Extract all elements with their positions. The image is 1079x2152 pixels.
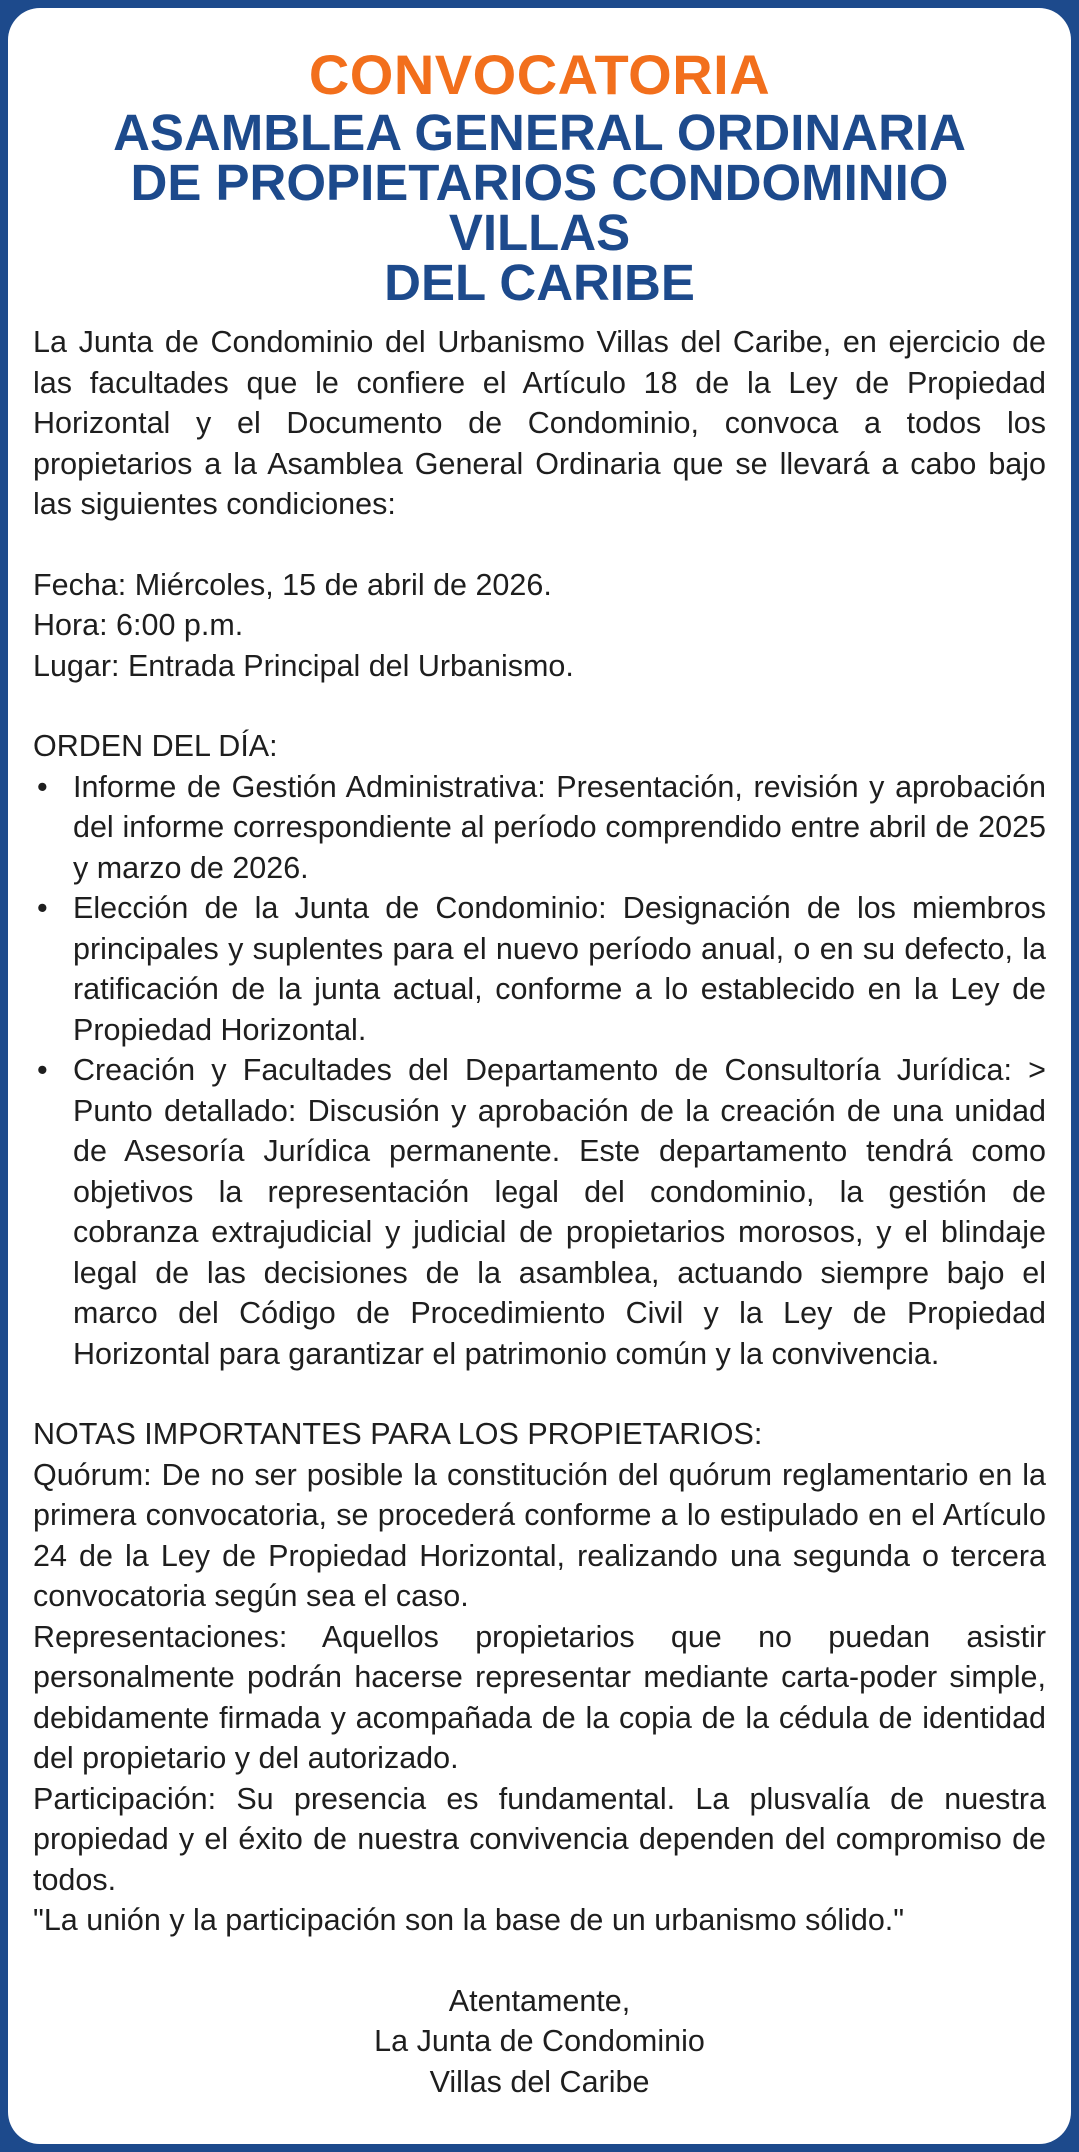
spacer — [33, 686, 1046, 726]
signature-org: La Junta de Condominio — [374, 2024, 705, 2058]
bullet-icon: • — [37, 1053, 48, 1087]
signature-name: Villas del Caribe — [429, 2064, 650, 2099]
bullet-icon: • — [37, 891, 48, 925]
meeting-details — [33, 565, 1046, 687]
title-line-1: ASAMBLEA GENERAL ORDINARIA — [113, 104, 966, 161]
spacer — [33, 525, 1046, 565]
bullet-icon: • — [37, 769, 48, 804]
notice-title — [33, 104, 1046, 311]
spacer — [33, 1374, 1046, 1414]
detail-lugar: Lugar: Entrada Principal del Urbanismo. — [33, 648, 574, 683]
detail-hora: Hora: 6:00 p.m. — [33, 608, 244, 642]
intro-paragraph: La Junta de Condominio del Urbanismo Villas del Caribe, en ejercicio de las facultades que le confiere el Artículo 18 de la Ley de Propiedad Horizontal y el Documento de Condominio, convoca a todos los propietarios a la Asamblea General Ordinaria que se llevará a cabo bajo las siguientes condiciones: — [33, 325, 1046, 521]
signature-block — [33, 1981, 1046, 2103]
detail-fecha: Fecha: Miércoles, 15 de abril de 2026. — [33, 567, 552, 602]
notice-header — [33, 43, 1046, 311]
note-quote: "La unión y la participación son la base de un urbanismo sólido." — [33, 1903, 905, 1937]
notes-heading: NOTAS IMPORTANTES PARA LOS PROPIETARIOS: — [33, 1417, 763, 1451]
agenda-item-text: Elección de la Junta de Condominio: Designación de los miembros principales y suplentes para el nuevo período anual, o en su defecto, la ratificación de la junta actual, conforme a lo establecido en la Ley de Propiedad Horizontal. — [73, 891, 1046, 1047]
agenda-item — [33, 1050, 1046, 1374]
note-representaciones: Representaciones: Aquellos propietarios que no puedan asistir personalmente podrán hacerse representar mediante carta-poder simple, debidamente firmada y acompañada de la copia de la cédula de identidad del propietario y del autorizado. — [33, 1619, 1046, 1775]
note-participacion: Participación: Su presencia es fundamental. La plusvalía de nuestra propiedad y el éxito de nuestra convivencia dependen del compromiso de todos. — [33, 1781, 1046, 1897]
agenda-list — [33, 767, 1046, 1375]
agenda-section — [33, 726, 1046, 1374]
agenda-item — [33, 767, 1046, 889]
notice-card — [8, 8, 1071, 2144]
notice-body — [33, 322, 1046, 2102]
agenda-item — [33, 888, 1046, 1050]
agenda-item-text: Creación y Facultades del Departamento de Consultoría Jurídica: > Punto detallado: Discusión y aprobación de la creación de una unidad de Asesoría Jurídica permanente. Este departamento tendrá como objetivos la representación legal del condominio, la gestión de cobranza extrajudicial y judicial de propietarios morosos, y el blindaje legal de las decisiones de la asamblea, actuando siempre bajo el marco del Código de Procedimiento Civil y la Ley de Propiedad Horizontal para garantizar el patrimonio común y la convivencia. — [73, 1053, 1046, 1371]
note-quorum: Quórum: De no ser posible la constitución del quórum reglamentario en la primera convocatoria, se procederá conforme a lo estipulado en el Artículo 24 de la Ley de Propiedad Horizontal, realizando una segunda o tercera convocatoria según sea el caso. — [33, 1457, 1046, 1613]
notice-kicker: CONVOCATORIA — [308, 43, 771, 106]
signature-closing: Atentamente, — [448, 1983, 631, 2018]
agenda-item-text: Informe de Gestión Administrativa: Presentación, revisión y aprobación del informe correspondiente al período comprendido entre abril de 2025 y marzo de 2026. — [73, 769, 1046, 885]
agenda-heading: ORDEN DEL DÍA: — [33, 729, 278, 763]
title-line-2: DE PROPIETARIOS CONDOMINIO VILLAS — [130, 154, 949, 261]
notes-section — [33, 1414, 1046, 1941]
title-line-3: DEL CARIBE — [384, 254, 695, 311]
